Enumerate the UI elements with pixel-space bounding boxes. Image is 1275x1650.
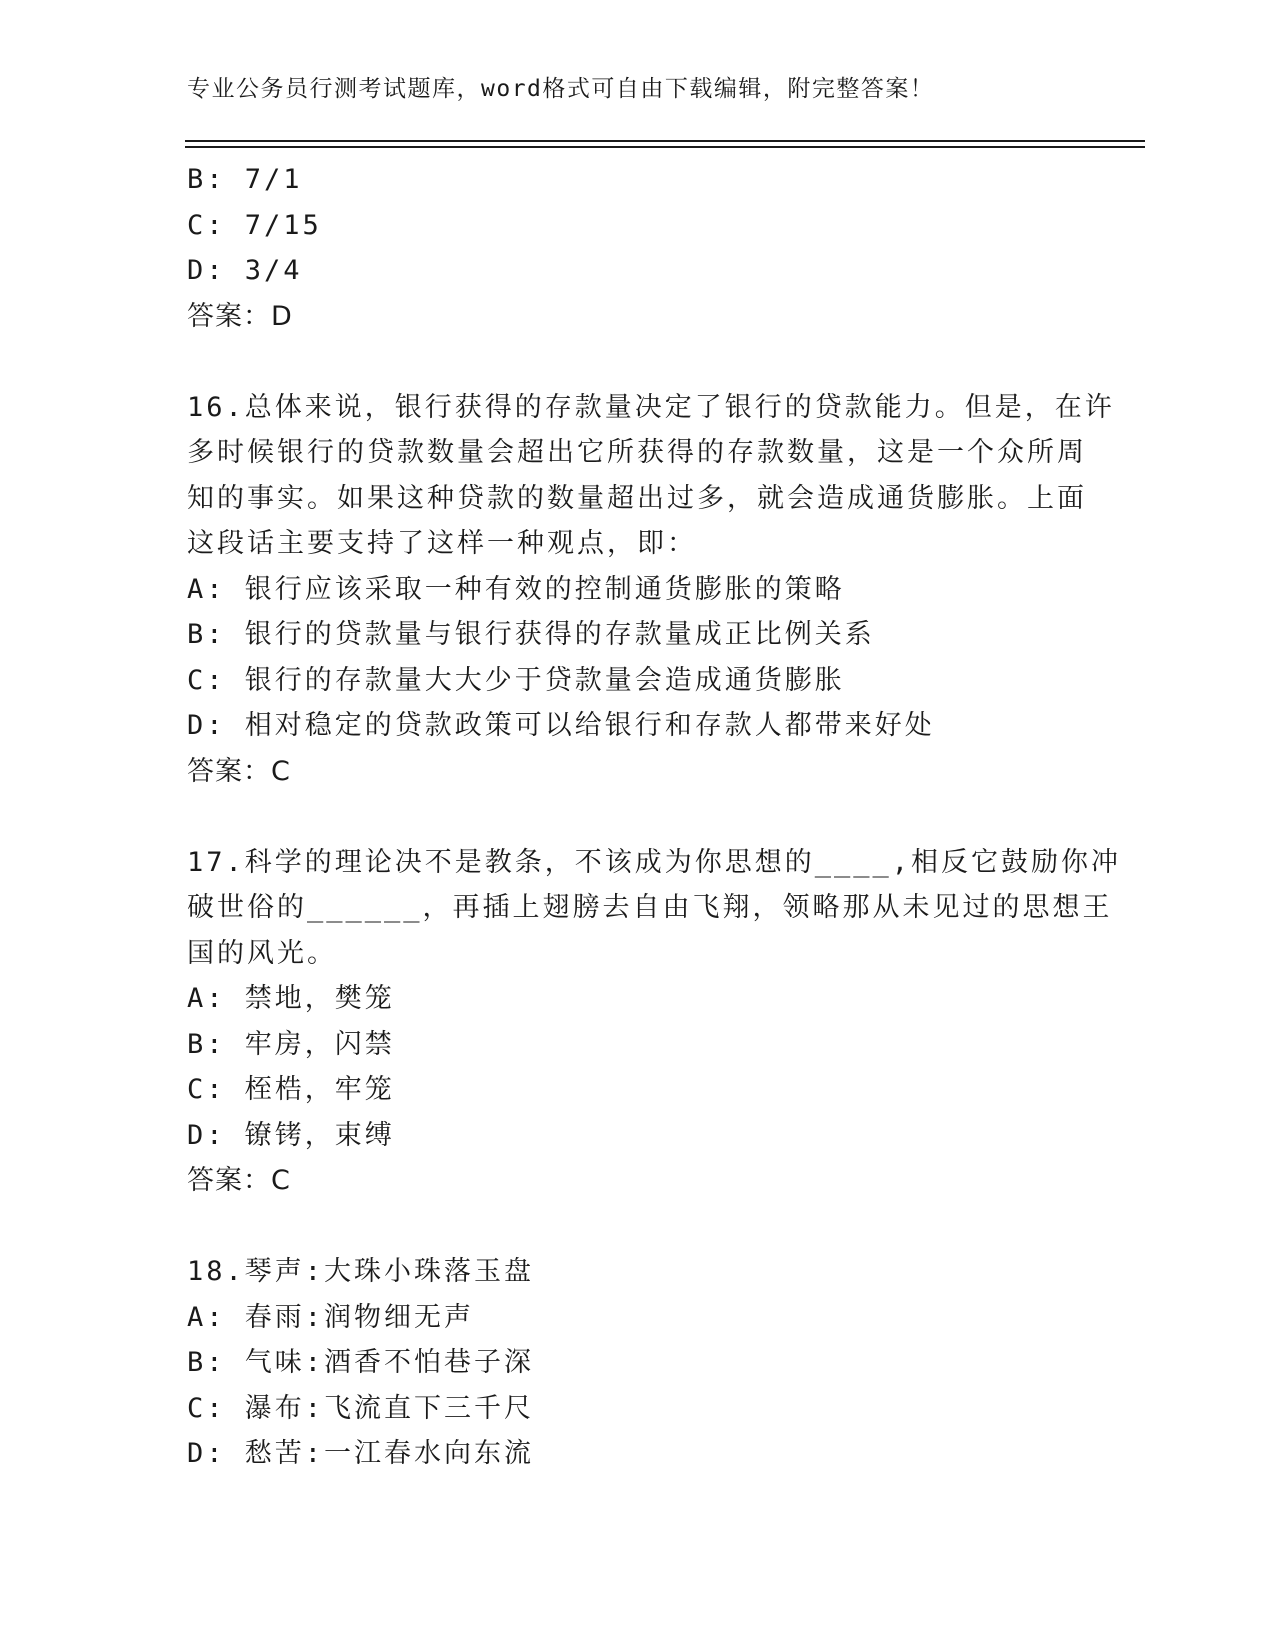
- answer-line: 答案：C: [187, 755, 291, 787]
- question-text-line: 多时候银行的贷款数量会超出它所获得的存款数量，这是一个众所周: [187, 437, 1087, 468]
- question-text-line: 国的风光。: [187, 937, 337, 969]
- question-text-line: 这段话主要支持了这样一种观点，即：: [187, 528, 697, 559]
- option-b: B: 气味:酒香不怕巷子深: [187, 1347, 535, 1378]
- question-text-line: 18.琴声:大珠小珠落玉盘: [187, 1256, 535, 1287]
- option-d: D: 相对稳定的贷款政策可以给银行和存款人都带来好处: [187, 710, 935, 741]
- question-18: [187, 1249, 1087, 1477]
- spacer: [187, 1204, 1087, 1250]
- question-17: [187, 840, 1122, 1204]
- option-c: C: 瀑布:飞流直下三千尺: [187, 1392, 535, 1424]
- option-b: B: 7/1: [187, 164, 303, 195]
- option-b: B: 银行的贷款量与银行获得的存款量成正比例关系: [187, 619, 875, 650]
- question-text-line: 破世俗的______，再插上翅膀去自由飞翔，领略那从未见过的思想王: [187, 892, 1113, 923]
- question-16: [187, 385, 1115, 795]
- option-d: D: 3/4: [187, 255, 303, 286]
- page-content: [187, 157, 1122, 1477]
- option-c: C: 银行的存款量大大少于贷款量会造成通货膨胀: [187, 664, 845, 696]
- header-rule-top: [185, 140, 1145, 142]
- option-d: D: 愁苦:一江春水向东流: [187, 1438, 535, 1469]
- header-rule-bottom: [185, 146, 1145, 148]
- option-c: C: 7/15: [187, 209, 322, 241]
- question-text-line: 17.科学的理论决不是教条，不该成为你思想的____,相反它鼓励你冲: [187, 846, 1122, 878]
- option-d: D: 镣铐，束缚: [187, 1119, 395, 1151]
- spacer: [187, 339, 1087, 385]
- option-a: A: 禁地，樊笼: [187, 983, 395, 1014]
- option-c: C: 桎梏，牢笼: [187, 1074, 395, 1105]
- question-text-line: 知的事实。如果这种贷款的数量超出过多，就会造成通货膨胀。上面: [187, 482, 1087, 514]
- answer-line: 答案：C: [187, 1165, 291, 1196]
- page-header: 专业公务员行测考试题库，word格式可自由下载编辑，附完整答案！: [187, 76, 935, 102]
- answer-line: 答案：D: [187, 300, 293, 332]
- spacer: [187, 794, 1087, 840]
- option-b: B: 牢房，闪禁: [187, 1028, 395, 1060]
- question-text-line: 16.总体来说，银行获得的存款量决定了银行的贷款能力。但是，在许: [187, 391, 1115, 423]
- option-a: A: 春雨:润物细无声: [187, 1301, 475, 1333]
- option-a: A: 银行应该采取一种有效的控制通货膨胀的策略: [187, 573, 845, 605]
